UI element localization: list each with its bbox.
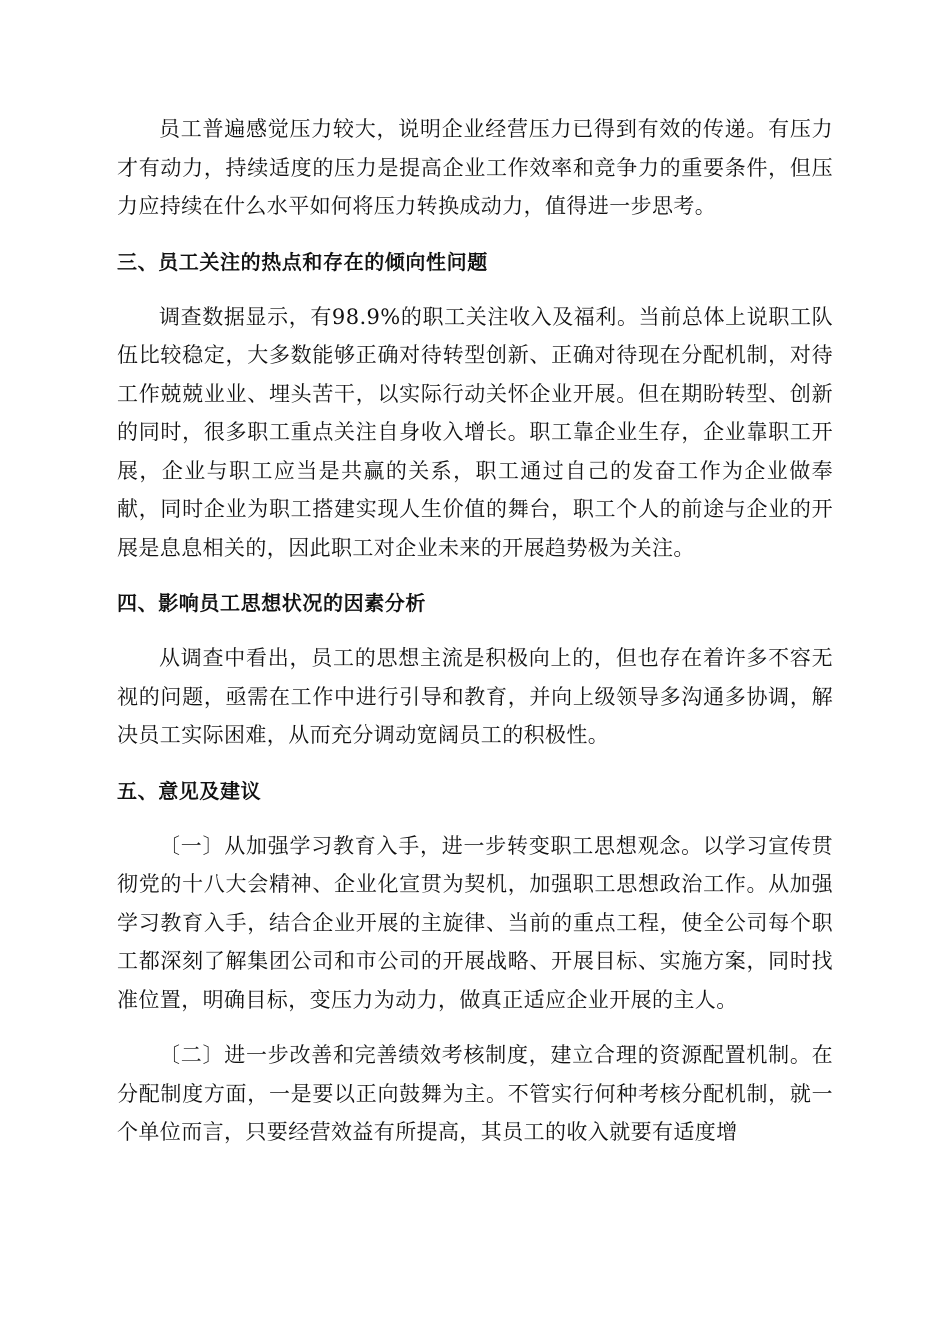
section-heading-5: 五、意见及建议	[117, 778, 262, 803]
paragraph-hotspots: 调查数据显示，有98.9%的职工关注收入及福利。当前总体上说职工队伍比较稳定，大多数能够正确对待转型创新、正确对待现在分配机制，对待工作兢兢业业、埋头苦干，以实际行动关怀企业开展。但在期盼转型、创新的同时，很多职工重点关注自身收入增长。职工靠企业生存，企业靠职工开展，企业与职工应当是共赢的关系，职工通过自己的发奋工作为企业做奉献，同时企业为职工搭建实现人生价值的舞台，职工个人的前途与企业的开展是息息相关的，因此职工对企业未来的开展趋势极为关注。	[117, 304, 833, 560]
section-heading-4: 四、影响员工思想状况的因素分析	[117, 591, 426, 615]
paragraph-suggestion-1: 〔一〕从加强学习教育入手，进一步转变职工思想观念。以学习宣传贯彻党的十八大会精神、企业化宣贯为契机，加强职工思想政治工作。从加强学习教育入手，结合企业开展的主旋律、当前的重点工程，使全公司每个职工都深刻了解集团公司和市公司的开展战略、开展目标、实施方案，同时找准位置，明确目标，变压力为动力，做真正适应企业开展的主人。	[117, 833, 833, 1012]
section-heading-3: 三、员工关注的热点和存在的倾向性问题	[117, 249, 488, 274]
paragraph-factors: 从调查中看出，员工的思想主流是积极向上的，但也存在着许多不容无视的问题，亟需在工作中进行引导和教育，并向上级领导多沟通多协调，解决员工实际困难，从而充分调动宽阔员工的积极性。	[117, 646, 833, 747]
document-body	[117, 110, 833, 1169]
paragraph-suggestion-2: 〔二〕进一步改善和完善绩效考核制度，建立合理的资源配置机制。在分配制度方面，一是要以正向鼓舞为主。不管实行何种考核分配机制，就一个单位而言，只要经营效益有所提高，其员工的收入就要有适度增	[117, 1043, 833, 1144]
paragraph-pressure: 员工普遍感觉压力较大，说明企业经营压力已得到有效的传递。有压力才有动力，持续适度的压力是提高企业工作效率和竞争力的重要条件，但压力应持续在什么水平如何将压力转换成动力，值得进一步思考。	[117, 117, 833, 218]
